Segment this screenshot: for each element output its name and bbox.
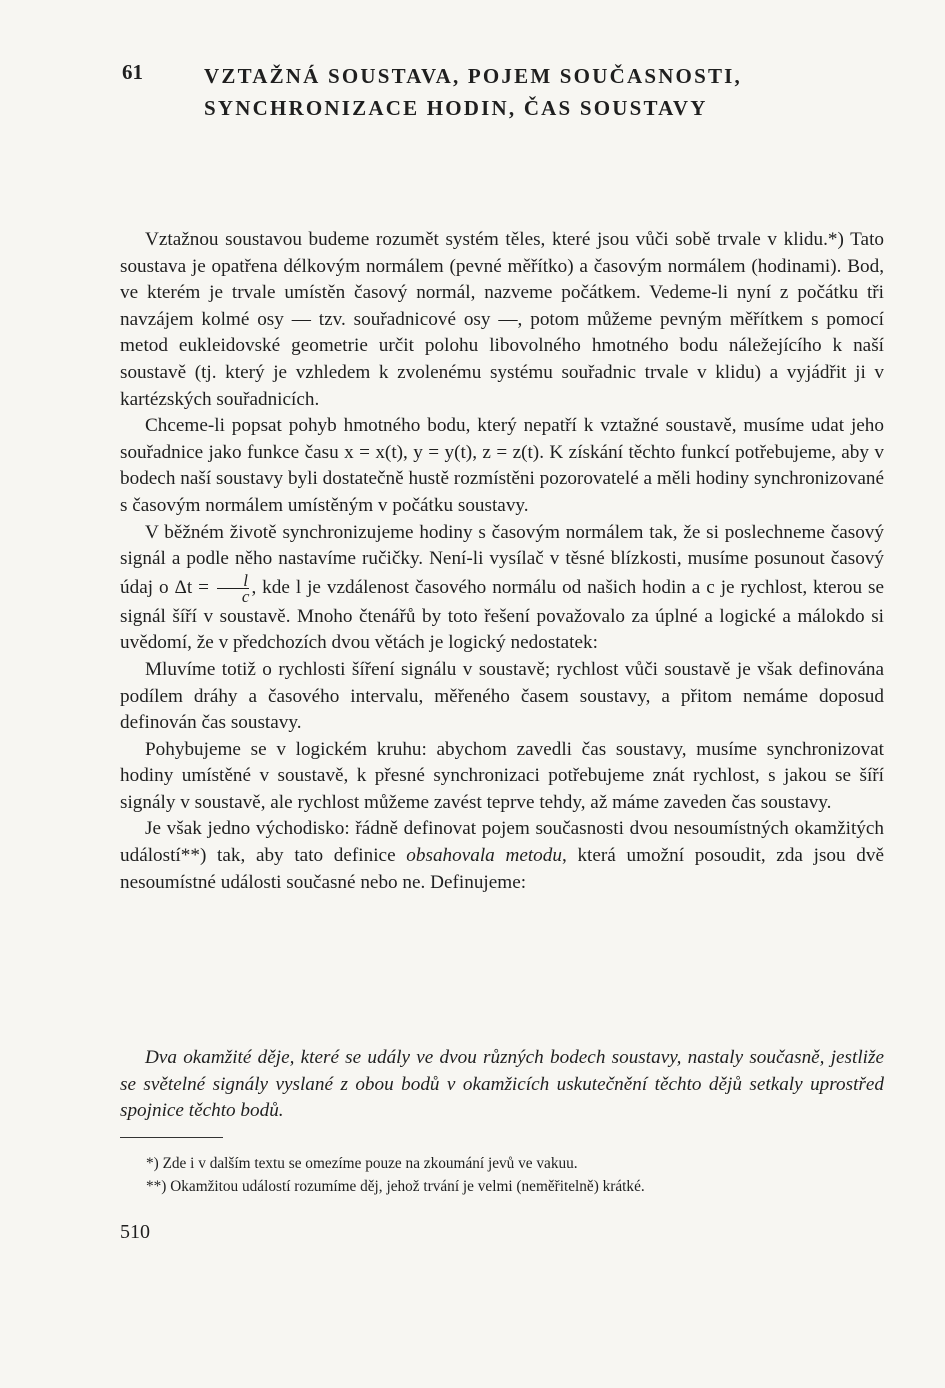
- section-title-line1: VZTAŽNÁ SOUSTAVA, POJEM SOUČASNOSTI,: [204, 64, 743, 88]
- paragraph-6-part-a: Je však jedno východisko: řádně definovat pojem současnosti dvou nesoumístných okamžitých událostí**) tak, aby tato definice: [120, 818, 884, 867]
- section-number: 61: [122, 60, 143, 84]
- footnote-separator: [120, 1137, 223, 1138]
- page-number: 510: [120, 1221, 150, 1243]
- paragraph-4: Mluvíme totiž o rychlosti šíření signálu v soustavě; rychlost vůči soustavě je však definována podílem dráhy a časového intervalu, měřeného časem soustavy, a přitom nemáme doposud definován čas soustavy.: [120, 658, 884, 734]
- paragraph-3: [120, 520, 884, 657]
- paragraph-5: Pohybujeme se v logickém kruhu: abychom zavedli čas soustavy, musíme synchronizovat hodiny umístěné v soustavě, k přesné synchronizaci potřebujeme znát rychlost, s jakou se šíří signály v soustavě, ale rychlost můžeme zavést teprve tehdy, až máme zaveden čas soustavy.: [120, 738, 884, 813]
- section-title: [204, 60, 844, 124]
- fraction-numerator: l: [217, 573, 250, 589]
- paragraph-6-emphasis: obsahovala metodu: [406, 845, 562, 867]
- paragraph-6-part-b: , která umožní posoudit, zda jsou dvě nesoumístné události současné nebo ne. Definujeme:: [120, 845, 884, 893]
- fraction-l-over-c: [217, 570, 250, 606]
- paragraph-3-part-a: V běžném životě synchronizujeme hodiny s časovým normálem tak, že si poslechneme časový signál a podle něho nastavíme ručičky. Není-li vysílač v těsné blízkosti, musíme posunout časový údaj o Δt =: [120, 521, 884, 598]
- section-title-line2: SYNCHRONIZACE HODIN, ČAS SOUSTAVY: [204, 96, 708, 120]
- footnotes: [120, 1152, 884, 1198]
- fraction-denominator: c: [241, 586, 250, 606]
- body-text: [120, 227, 884, 896]
- footnote-2: **) Okamžitou událostí rozumíme děj, jehož trvání je velmi (neměřitelně) krátké.: [146, 1178, 645, 1195]
- paragraph-3-part-b: , kde l je vzdálenost časového normálu od našich hodin a c je rychlost, kterou se signál šíří v soustavě. Mnoho čtenářů by toto řešení považovalo za úplné a logické a málokdo si uvědomí, že v předchozích dvou větách je logický nedostatek:: [120, 576, 884, 654]
- definition-text: Dva okamžité děje, které se udály ve dvou různých bodech soustavy, nastaly současně, jestliže se světelné signály vyslané z obou bodů v okamžicích uskutečnění těchto dějů setkaly uprostřed spojnice těchto bodů.: [120, 1047, 884, 1122]
- paragraph-2: Chceme-li popsat pohyb hmotného bodu, který nepatří k vztažné soustavě, musíme udat jeho souřadnice jako funkce času x = x(t), y = y(t), z = z(t). K získání těchto funkcí potřebujeme, aby v bodech naší soustavy byli dostatečně hustě rozmístěni pozorovatelé a měli hodiny synchronizované s časovým normálem umístěným v počátku soustavy.: [120, 415, 884, 516]
- paragraph-6: [120, 816, 884, 896]
- paragraph-1: Vztažnou soustavou budeme rozumět systém těles, které jsou vůči sobě trvale v klidu.*) Tato soustava je opatřena délkovým normálem (pevné měřítko) a časovým normálem (hodinami). Bod, ve kterém je trvale umístěn časový normál, nazveme počátkem. Vedeme-li nyní z počátku tři navzájem kolmé osy — tzv. souřadnicové osy —, potom můžeme pevným měřítkem s pomocí metod eukleidovské geometrie určit polohu libovolného hmotného bodu náležejícího k naší soustavě (tj. který je vzhledem k zvolenému systému souřadnic trvale v klidu) a vyjádřit ji v kartézských souřadnicích.: [120, 229, 884, 410]
- footnote-1: *) Zde i v dalším textu se omezíme pouze na zkoumání jevů ve vakuu.: [146, 1155, 578, 1172]
